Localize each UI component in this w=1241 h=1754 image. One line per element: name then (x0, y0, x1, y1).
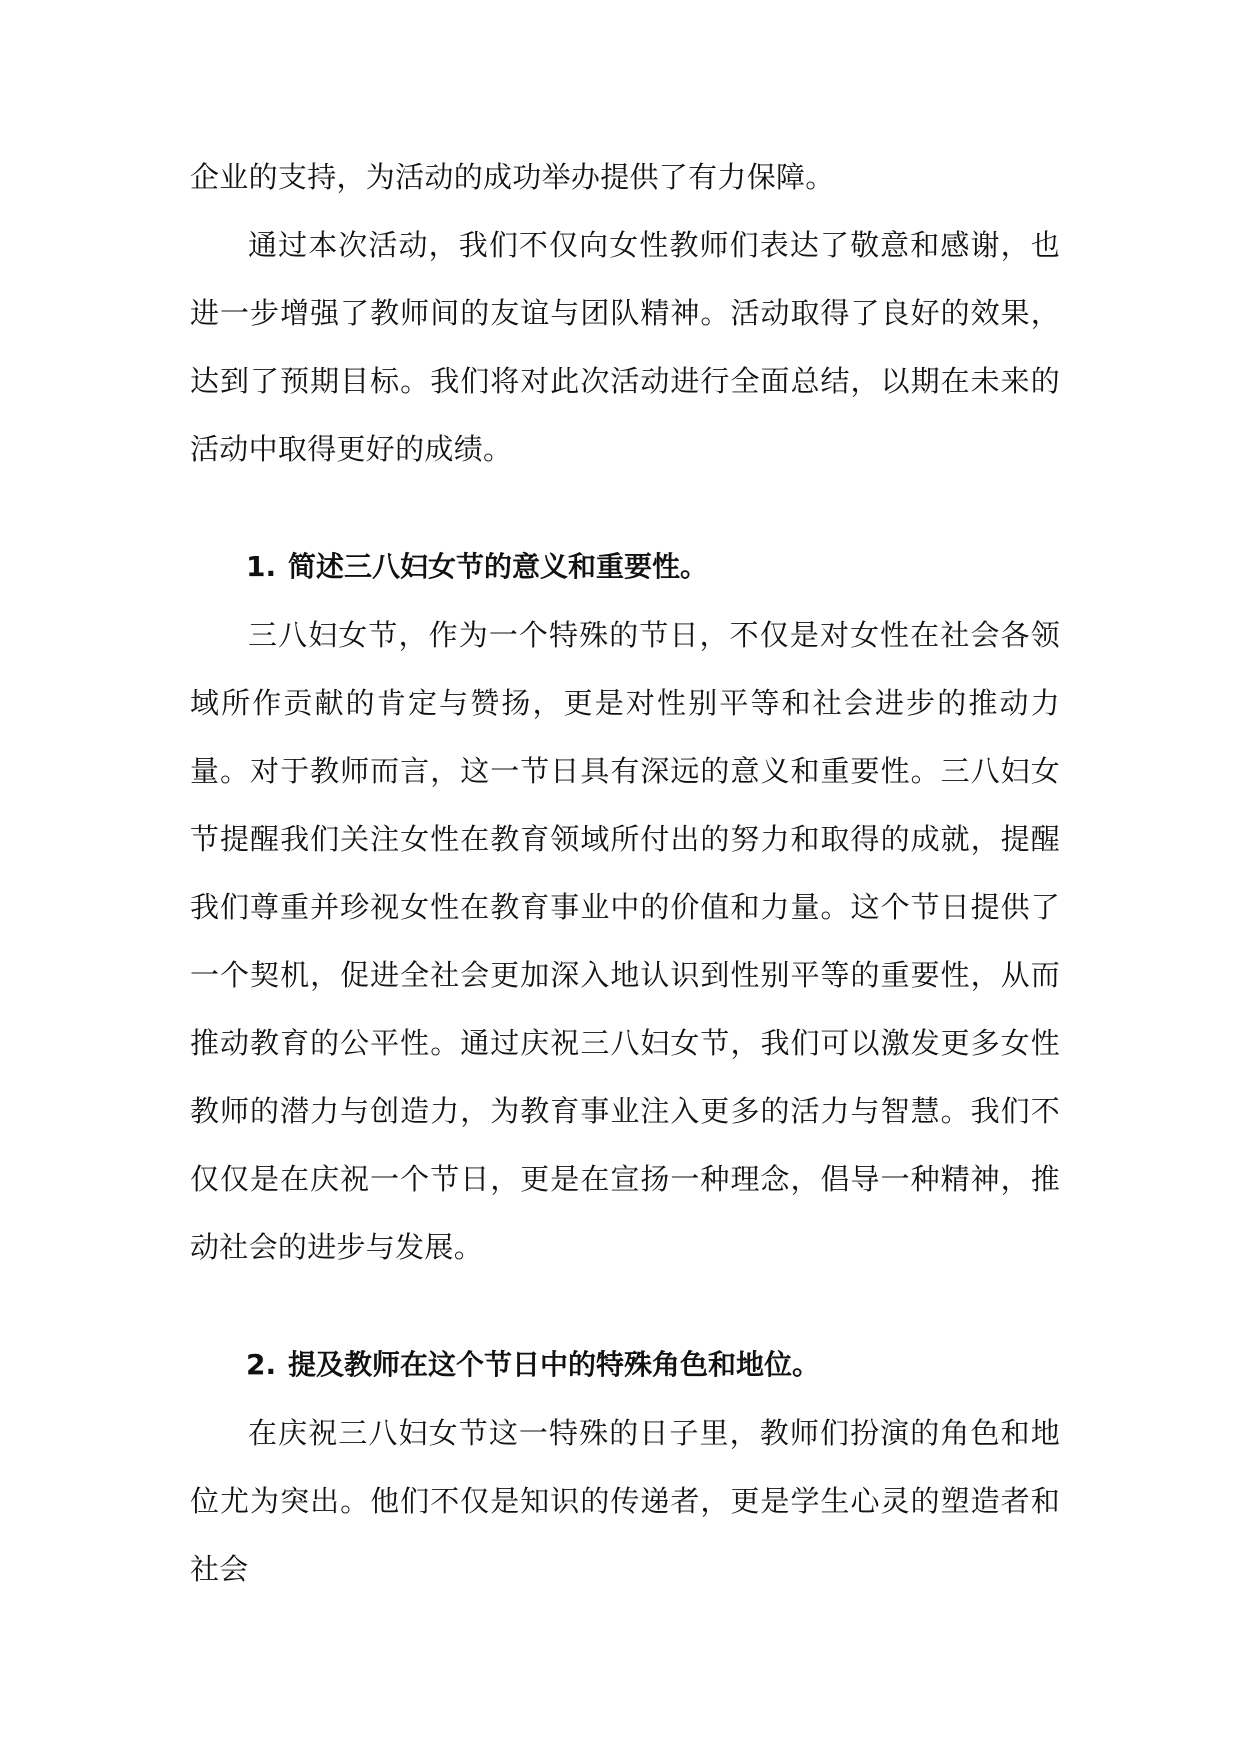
section-title-2: 提及教师在这个节日中的特殊角色和地位。 (288, 1348, 821, 1381)
section-title-1: 简述三八妇女节的意义和重要性。 (288, 550, 709, 583)
section-body-2: 在庆祝三八妇女节这一特殊的日子里，教师们扮演的角色和地位尤为突出。他们不仅是知识的传递者，更是学生心灵的塑造者和社会 (190, 1416, 1060, 1586)
document-body (190, 143, 1060, 1603)
section-body-1: 三八妇女节，作为一个特殊的节日，不仅是对女性在社会各领域所作贡献的肯定与赞扬，更是对性别平等和社会进步的推动力量。对于教师而言，这一节日具有深远的意义和重要性。三八妇女节提醒我们关注女性在教育领域所付出的努力和取得的成就，提醒我们尊重并珍视女性在教育事业中的价值和力量。这个节日提供了一个契机，促进全社会更加深入地认识到性别平等的重要性，从而推动教育的公平性。通过庆祝三八妇女节，我们可以激发更多女性教师的潜力与创造力，为教育事业注入更多的活力与智慧。我们不仅仅是在庆祝一个节日，更是在宣扬一种理念，倡导一种精神，推动社会的进步与发展。 (190, 618, 1060, 1264)
section-spacer (190, 483, 1060, 533)
section-number-1: 1. (246, 550, 277, 583)
section-number-2: 2. (246, 1348, 277, 1381)
section-heading-1 (190, 533, 1060, 601)
paragraph-summary: 通过本次活动，我们不仅向女性教师们表达了敬意和感谢，也进一步增强了教师间的友谊与团队精神。活动取得了良好的效果，达到了预期目标。我们将对此次活动进行全面总结，以期在未来的活动中取得更好的成绩。 (190, 228, 1060, 466)
section-heading-2 (190, 1331, 1060, 1399)
paragraph-continuation: 企业的支持，为活动的成功举办提供了有力保障。 (190, 160, 835, 194)
section-spacer (190, 1281, 1060, 1331)
